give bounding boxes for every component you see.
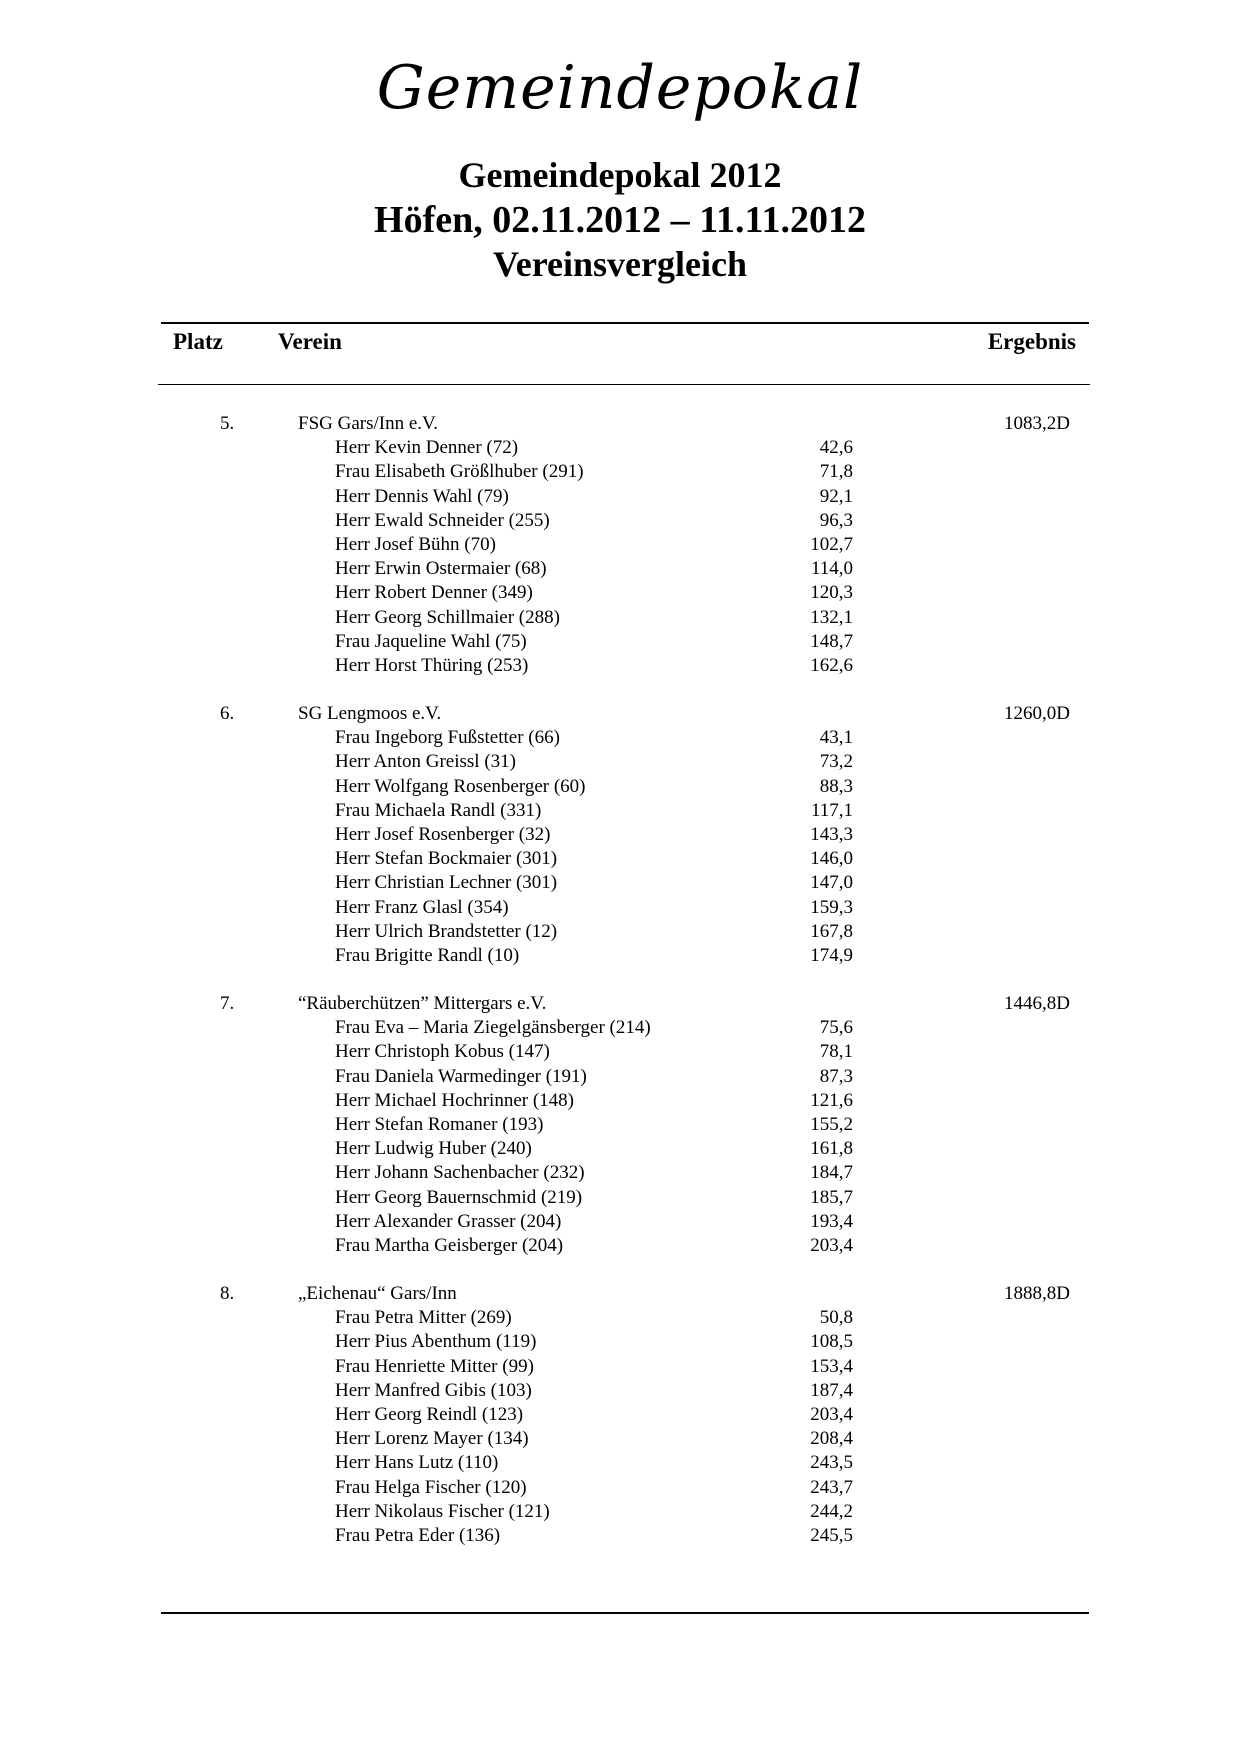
member-name: Frau Elisabeth Größlhuber (291) xyxy=(335,461,584,483)
member-row xyxy=(0,920,1240,944)
member-name: Herr Dennis Wahl (79) xyxy=(335,485,509,507)
member-score: 245,5 xyxy=(810,1524,853,1546)
member-score: 146,0 xyxy=(810,848,853,870)
member-row xyxy=(0,775,1240,799)
results-list xyxy=(0,412,1240,1572)
member-row xyxy=(0,823,1240,847)
member-score: 174,9 xyxy=(810,944,853,966)
member-score: 87,3 xyxy=(819,1065,853,1087)
member-row xyxy=(0,726,1240,750)
member-row xyxy=(0,1330,1240,1354)
member-score: 143,3 xyxy=(810,823,853,845)
member-row xyxy=(0,1355,1240,1379)
member-score: 185,7 xyxy=(810,1186,853,1208)
column-header-ergebnis: Ergebnis xyxy=(987,329,1076,354)
member-score: 117,1 xyxy=(810,799,853,821)
member-name: Frau Petra Eder (136) xyxy=(335,1524,501,1546)
member-row xyxy=(0,1379,1240,1403)
member-name: Frau Michaela Randl (331) xyxy=(335,799,542,821)
member-name: Frau Petra Mitter (269) xyxy=(335,1307,512,1329)
member-score: 96,3 xyxy=(819,509,853,531)
member-name: Herr Michael Hochrinner (148) xyxy=(335,1089,574,1111)
member-row xyxy=(0,1186,1240,1210)
member-name: Herr Stefan Romaner (193) xyxy=(335,1113,544,1135)
member-row xyxy=(0,485,1240,509)
club-rank: 5. xyxy=(220,413,235,434)
column-header-verein: Verein xyxy=(278,329,342,354)
club-name: SG Lengmoos e.V. xyxy=(298,703,442,724)
member-row xyxy=(0,847,1240,871)
member-name: Herr Stefan Bockmaier (301) xyxy=(335,848,558,870)
member-row xyxy=(0,460,1240,484)
club-total: 1260,0D xyxy=(1004,703,1070,724)
member-name: Frau Jaqueline Wahl (75) xyxy=(335,630,527,652)
member-name: Herr Josef Rosenberger (32) xyxy=(335,823,551,845)
member-name: Herr Christian Lechner (301) xyxy=(335,872,558,894)
member-name: Herr Ulrich Brandstetter (12) xyxy=(335,920,558,942)
member-score: 114,0 xyxy=(810,558,853,580)
member-name: Herr Christoph Kobus (147) xyxy=(335,1041,550,1063)
member-name: Herr Erwin Ostermaier (68) xyxy=(335,558,547,580)
member-row xyxy=(0,1113,1240,1137)
club-name: „Eichenau“ Gars/Inn xyxy=(298,1283,457,1304)
member-name: Frau Daniela Warmedinger (191) xyxy=(335,1065,587,1087)
member-name: Herr Georg Reindl (123) xyxy=(335,1403,524,1425)
club-rank: 8. xyxy=(220,1283,235,1304)
member-row xyxy=(0,581,1240,605)
page-title: Gemeindepokal 2012 xyxy=(458,155,782,195)
member-name: Herr Wolfgang Rosenberger (60) xyxy=(335,775,586,797)
member-name: Herr Alexander Grasser (204) xyxy=(335,1210,562,1232)
club-total: 1446,8D xyxy=(1004,993,1070,1014)
club-rank: 7. xyxy=(220,993,235,1014)
member-score: 184,7 xyxy=(810,1162,853,1184)
member-score: 167,8 xyxy=(810,920,853,942)
member-score: 153,4 xyxy=(810,1355,853,1377)
club-block xyxy=(0,1282,1240,1572)
member-row xyxy=(0,509,1240,533)
member-score: 92,1 xyxy=(819,485,853,507)
logo-wordmark: Gemeindepokal xyxy=(376,53,864,123)
member-name: Herr Lorenz Mayer (134) xyxy=(335,1428,529,1450)
member-score: 108,5 xyxy=(810,1331,853,1353)
member-row xyxy=(0,1234,1240,1258)
member-name: Herr Ewald Schneider (255) xyxy=(335,509,550,531)
member-row xyxy=(0,896,1240,920)
member-row xyxy=(0,1427,1240,1451)
member-name: Frau Ingeborg Fußstetter (66) xyxy=(335,727,560,749)
member-name: Herr Nikolaus Fischer (121) xyxy=(335,1500,550,1522)
member-score: 203,4 xyxy=(810,1403,853,1425)
member-name: Frau Martha Geisberger (204) xyxy=(335,1234,564,1256)
member-row xyxy=(0,557,1240,581)
member-score: 162,6 xyxy=(810,654,853,676)
member-name: Herr Pius Abenthum (119) xyxy=(335,1331,537,1353)
member-score: 42,6 xyxy=(819,437,853,459)
member-name: Frau Brigitte Randl (10) xyxy=(335,944,520,966)
club-row xyxy=(0,702,1240,726)
member-score: 88,3 xyxy=(819,775,853,797)
member-name: Herr Franz Glasl (354) xyxy=(335,896,509,918)
member-name: Herr Hans Lutz (110) xyxy=(335,1452,499,1474)
member-row xyxy=(0,1451,1240,1475)
member-score: 155,2 xyxy=(810,1113,853,1135)
member-score: 132,1 xyxy=(810,606,853,628)
member-row xyxy=(0,1137,1240,1161)
page-subtitle: Vereinsvergleich xyxy=(493,244,747,284)
member-score: 161,8 xyxy=(810,1138,853,1160)
club-block xyxy=(0,412,1240,702)
member-score: 244,2 xyxy=(810,1500,853,1522)
member-score: 71,8 xyxy=(819,461,853,483)
column-header-platz: Platz xyxy=(173,329,223,354)
member-row xyxy=(0,1306,1240,1330)
member-score: 193,4 xyxy=(810,1210,853,1232)
member-score: 121,6 xyxy=(810,1089,853,1111)
member-row xyxy=(0,799,1240,823)
member-score: 78,1 xyxy=(819,1041,853,1063)
club-name: “Räuberchützen” Mittergars e.V. xyxy=(298,993,547,1014)
member-row xyxy=(0,1403,1240,1427)
member-row xyxy=(0,1161,1240,1185)
member-row xyxy=(0,1500,1240,1524)
member-score: 102,7 xyxy=(810,533,853,555)
member-row xyxy=(0,436,1240,460)
club-block xyxy=(0,992,1240,1282)
club-row xyxy=(0,992,1240,1016)
bottom-divider xyxy=(161,1612,1089,1614)
member-row xyxy=(0,1210,1240,1234)
member-score: 159,3 xyxy=(810,896,853,918)
member-score: 147,0 xyxy=(810,872,853,894)
member-name: Herr Manfred Gibis (103) xyxy=(335,1379,532,1401)
member-row xyxy=(0,871,1240,895)
member-name: Herr Johann Sachenbacher (232) xyxy=(335,1162,585,1184)
club-row xyxy=(0,1282,1240,1306)
member-score: 203,4 xyxy=(810,1234,853,1256)
member-name: Frau Henriette Mitter (99) xyxy=(335,1355,534,1377)
member-row xyxy=(0,1040,1240,1064)
club-block xyxy=(0,702,1240,992)
member-name: Herr Robert Denner (349) xyxy=(335,582,533,604)
member-row xyxy=(0,1016,1240,1040)
club-total: 1083,2D xyxy=(1004,413,1070,434)
member-score: 120,3 xyxy=(810,582,853,604)
club-total: 1888,8D xyxy=(1004,1283,1070,1304)
member-row xyxy=(0,1089,1240,1113)
member-score: 243,7 xyxy=(810,1476,853,1498)
club-row xyxy=(0,412,1240,436)
event-location-dates: Höfen, 02.11.2012 – 11.11.2012 xyxy=(374,199,866,241)
member-score: 75,6 xyxy=(819,1017,853,1039)
member-row xyxy=(0,533,1240,557)
member-row xyxy=(0,944,1240,968)
member-score: 43,1 xyxy=(819,727,853,749)
member-name: Herr Ludwig Huber (240) xyxy=(335,1138,532,1160)
member-score: 187,4 xyxy=(810,1379,853,1401)
member-name: Frau Helga Fischer (120) xyxy=(335,1476,527,1498)
club-rank: 6. xyxy=(220,703,235,724)
member-score: 208,4 xyxy=(810,1428,853,1450)
member-name: Herr Georg Schillmaier (288) xyxy=(335,606,560,628)
top-divider xyxy=(161,322,1089,324)
member-score: 243,5 xyxy=(810,1452,853,1474)
member-row xyxy=(0,654,1240,678)
member-row xyxy=(0,1476,1240,1500)
member-name: Herr Kevin Denner (72) xyxy=(335,437,519,459)
header-divider xyxy=(158,384,1090,385)
member-row xyxy=(0,1065,1240,1089)
member-name: Herr Josef Bühn (70) xyxy=(335,533,496,555)
member-row xyxy=(0,750,1240,774)
member-score: 148,7 xyxy=(810,630,853,652)
member-row xyxy=(0,1524,1240,1548)
club-name: FSG Gars/Inn e.V. xyxy=(298,413,439,434)
member-row xyxy=(0,630,1240,654)
member-name: Herr Anton Greissl (31) xyxy=(335,751,516,773)
member-score: 50,8 xyxy=(819,1307,853,1329)
member-row xyxy=(0,606,1240,630)
member-name: Herr Horst Thüring (253) xyxy=(335,654,529,676)
member-name: Herr Georg Bauernschmid (219) xyxy=(335,1186,583,1208)
member-name: Frau Eva – Maria Ziegelgänsberger (214) xyxy=(335,1017,651,1039)
member-score: 73,2 xyxy=(819,751,853,773)
